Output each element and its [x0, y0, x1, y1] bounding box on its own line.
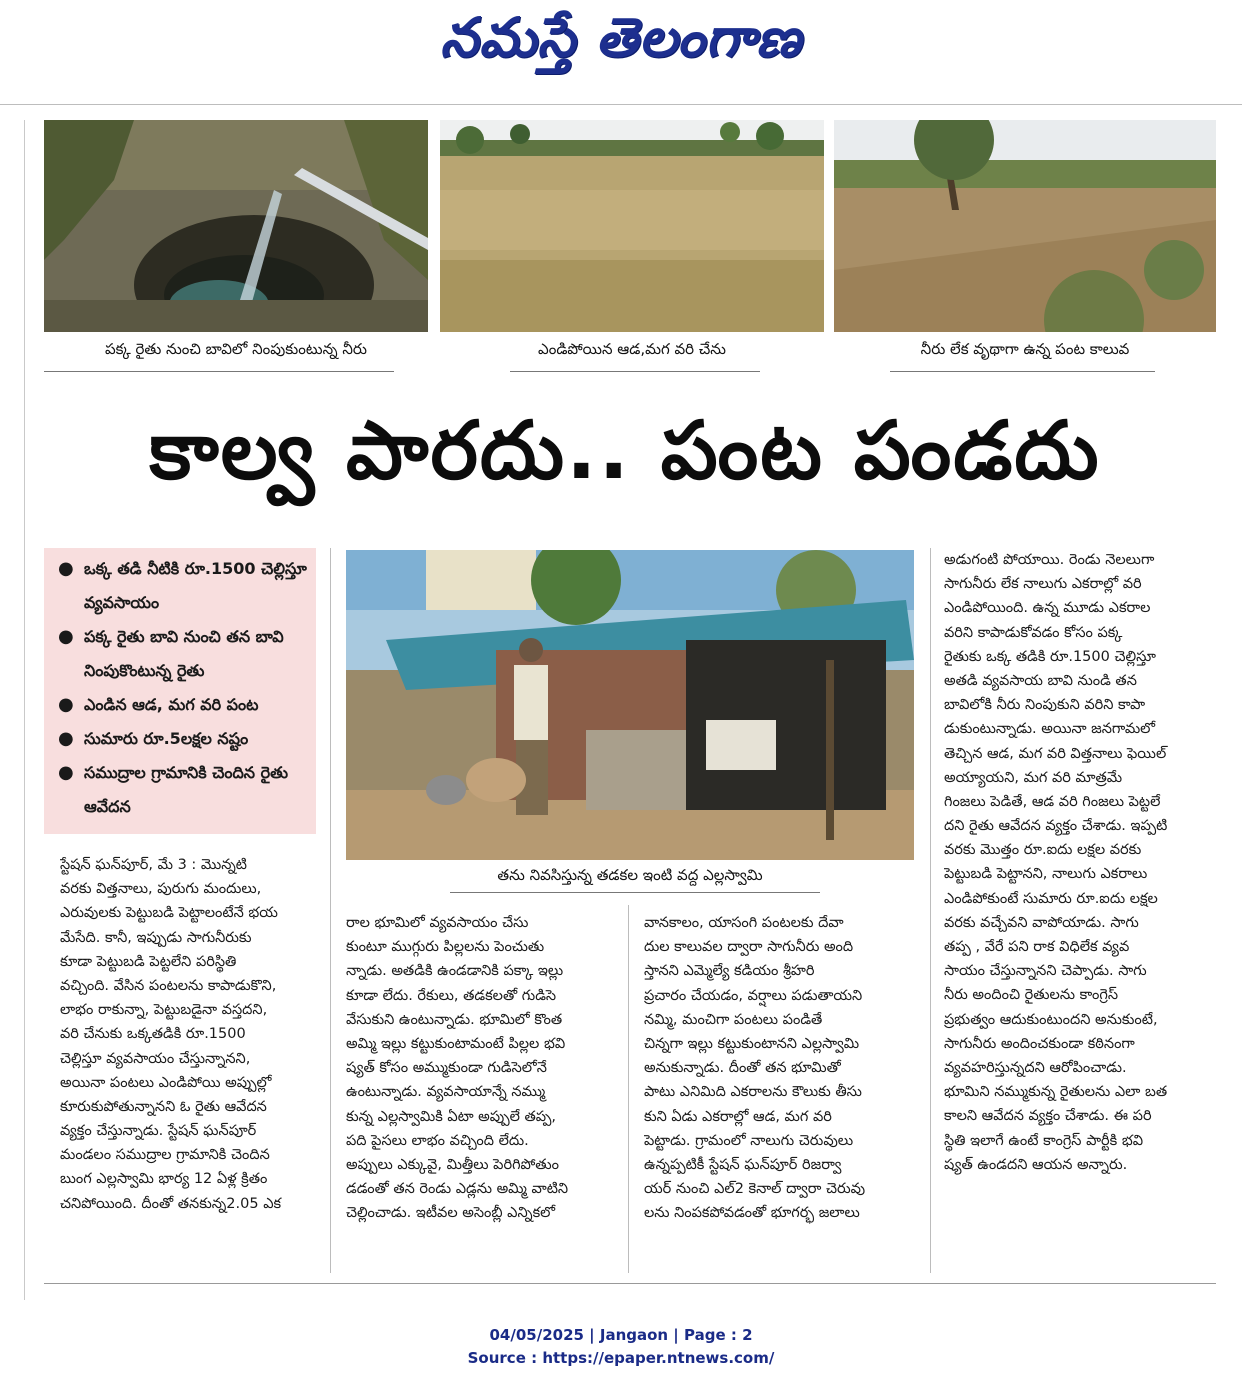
- photo-dry-canal: [834, 120, 1216, 332]
- highlight-item: ● ఎండిన ఆడ, మగ వరి పంట: [58, 688, 310, 722]
- next-article-cutoff: [44, 1297, 1216, 1309]
- bullet-icon: ●: [58, 694, 74, 715]
- photo-caption-dry-field: ఎండిపోయిన ఆడ,మగ వరి చేను: [538, 340, 726, 358]
- photo-caption-dry-canal: నీరు లేక వృథాగా ఉన్న పంట కాలువ: [920, 340, 1130, 358]
- newspaper-logo: నమస్తే తెలంగాణ: [440, 6, 802, 69]
- highlights-box: [44, 548, 316, 834]
- article-headline: కాల్వ పారదు.. పంట పండదు: [149, 404, 1101, 497]
- caption-rule: [450, 892, 820, 893]
- caption-rule: [44, 371, 394, 372]
- photo-farmer-hut: [346, 550, 914, 860]
- article-column-2: రాల భూమిలో వ్యవసాయం చేసు కుంటూ ముగ్గురు పిల్లలను పెంచుతు న్నాడు. అతడికి ఉండడానికి పక్కా ఇల్లు కూడా లేదు. రేకులు, తడకలతో గుడిసె వేసుకుని ఉంటున్నాడు. భూమిలో కొంత అమ్మి ఇల్లు కట్టుకుంటామంటే పిల్లల భవి ష్యత్ కోసం అమ్ముకుండా గుడిసెలోనే ఉంటున్నాడు. వ్యవసాయాన్నే నమ్ము కున్న ఎల్లస్వామికి ఏటా అప్పులే తప్ప, పది పైసలు లాభం వచ్చింది లేదు. అప్పులు ఎక్కువై, మిత్తీలు పెరిగిపోతుం డడంతో తన రెండు ఎడ్లను అమ్మి వాటిని చెల్లించాడు. ఇటీవల అసెంబ్లీ ఎన్నికలో: [346, 915, 569, 1222]
- photo-caption-well: పక్క రైతు నుంచి బావిలో నింపుకుంటున్న నీరు: [105, 340, 367, 358]
- caption-rule: [890, 371, 1155, 372]
- photo-caption-farmer: తను నివసిస్తున్న తడకల ఇంటి వద్ద ఎల్లస్వామి: [497, 866, 763, 884]
- photo-dry-field: [440, 120, 824, 332]
- bullet-icon: ●: [58, 762, 74, 783]
- highlight-item: ● పక్క రైతు బావి నుంచి తన బావి నింపుకొంటున్న రైతు: [58, 620, 310, 688]
- left-margin-rule: [24, 120, 25, 1300]
- column-rule: [628, 905, 629, 1273]
- highlight-item: ● సముద్రాల గ్రామానికి చెందిన రైతు ఆవేదన: [58, 756, 310, 824]
- footer-source: Source : https://epaper.ntnews.com/: [467, 1349, 775, 1367]
- article-column-4: అడుగంటి పోయాయి. రెండు నెలలుగా సాగునీరు లేక నాలుగు ఎకరాల్లో వరి ఎండిపోయింది. ఉన్న మూడు ఎకరాల వరిని కాపాడుకోవడం కోసం పక్క రైతుకు ఒక్క తడికి రూ.1500 చెల్లిస్తూ అతడి వ్యవసాయ బావి నుండి తన బావిలోకి నీరు నింపుకుని వరిని కాపా డుకుంటున్నాడు. అయినా జనగామలో తెచ్చిన ఆడ, మగ వరి విత్తనాలు ఫెయిల్ అయ్యాయని, మగ వరి మాత్రమే గింజలు పెడితే, ఆడ వరి గింజలు పెట్టలే దని రైతు ఆవేదన వ్యక్తం చేశాడు. ఇప్పటి వరకు మొత్తం రూ.ఐదు లక్షల వరకు పెట్టుబడి పెట్టానని, నాలుగు ఎకరాలు ఎండిపోకుంటే సుమారు రూ.ఐదు లక్షల వరకు వచ్చేవని వాపోయాడు. సాగు తప్ప , వేరే పని రాక విధిలేక వ్యవ సాయం చేస్తున్నానని చెప్పాడు. సాగు నీరు అందించి రైతులను కాంగ్రెస్ ప్రభుత్వం ఆదుకుంటుందని అనుకుంటే, సాగునీరు అందించకుండా కఠినంగా వ్యవహరిస్తున్నదని ఆరోపించాడు. భూమిని నమ్ముకున్న రైతులను ఎలా బత కాలని ఆవేదన వ్యక్తం చేశాడు. ఈ పరి స్థితి ఇలాగే ఉంటే కాంగ్రెస్ పార్టీకి భవి ష్యత్ ఉండదని ఆయన అన్నారు.: [944, 552, 1168, 1173]
- bullet-icon: ●: [58, 728, 74, 749]
- column-rule: [330, 548, 331, 1273]
- photo-well: [44, 120, 428, 332]
- article-bottom-rule: [44, 1283, 1216, 1284]
- highlight-item: ● ఒక్క తడి నీటికి రూ.1500 చెల్లిస్తూ వ్యవసాయం: [58, 552, 310, 620]
- masthead: [0, 0, 1242, 105]
- bullet-icon: ●: [58, 626, 74, 647]
- column-rule: [930, 548, 931, 1273]
- bullet-icon: ●: [58, 558, 74, 579]
- highlight-item: ● సుమారు రూ.5లక్షల నష్టం: [58, 722, 310, 756]
- footer-date-edition: 04/05/2025 | Jangaon | Page : 2: [489, 1326, 753, 1344]
- article-column-3: వానకాలం, యాసంగి పంటలకు దేవా దుల కాలువల ద్వారా సాగునీరు అంది స్తానని ఎమ్మెల్యే కడియం శ్రీహరి ప్రచారం చేయడం, వర్షాలు పడుతాయని నమ్మి, మంచిగా పంటలు పండితే చిన్నగా ఇల్లు కట్టుకుంటానని ఎల్లస్వామి అనుకున్నాడు. దీంతో తన భూమితో పాటు ఎనిమిది ఎకరాలను కౌలుకు తీసు కుని ఏడు ఎకరాల్లో ఆడ, మగ వరి పెట్టాడు. గ్రామంలో నాలుగు చెరువులు ఉన్నప్పటికీ స్టేషన్ ఘన్‌పూర్ రిజర్వా యర్ నుంచి ఎల్2 కెనాల్ ద్వారా చెరువు లను నింపకపోవడంతో భూగర్భ జలాలు: [644, 915, 866, 1222]
- caption-rule: [510, 371, 760, 372]
- article-column-1: స్టేషన్ ఘన్‌పూర్, మే 3 : మొన్నటి వరకు విత్తనాలు, పురుగు మందులు, ఎరువులకు పెట్టుబడి పెట్టాలంటేనే భయ మేసేది. కానీ, ఇప్పుడు సాగునీరుకు కూడా పెట్టుబడి పెట్టలేని పరిస్థితి వచ్చింది. వేసిన పంటలను కాపాడుకొని, లాభం రాకున్నా, పెట్టుబడైనా వస్తదని, వరి చేనుకు ఒక్కతడికి రూ.1500 చెల్లిస్తూ వ్యవసాయం చేస్తున్నానని, అయినా పంటలు ఎండిపోయి అప్పుల్లో కూరుకుపోతున్నానని ఓ రైతు ఆవేదన వ్యక్తం చేస్తున్నాడు. స్టేషన్ ఘన్‌పూర్ మండలం సముద్రాల గ్రామానికి చెందిన బుంగ ఎల్లస్వామి భార్య 12 ఏళ్ల క్రితం చనిపోయింది. దీంతో తనకున్న2.05 ఎక: [60, 857, 282, 1212]
